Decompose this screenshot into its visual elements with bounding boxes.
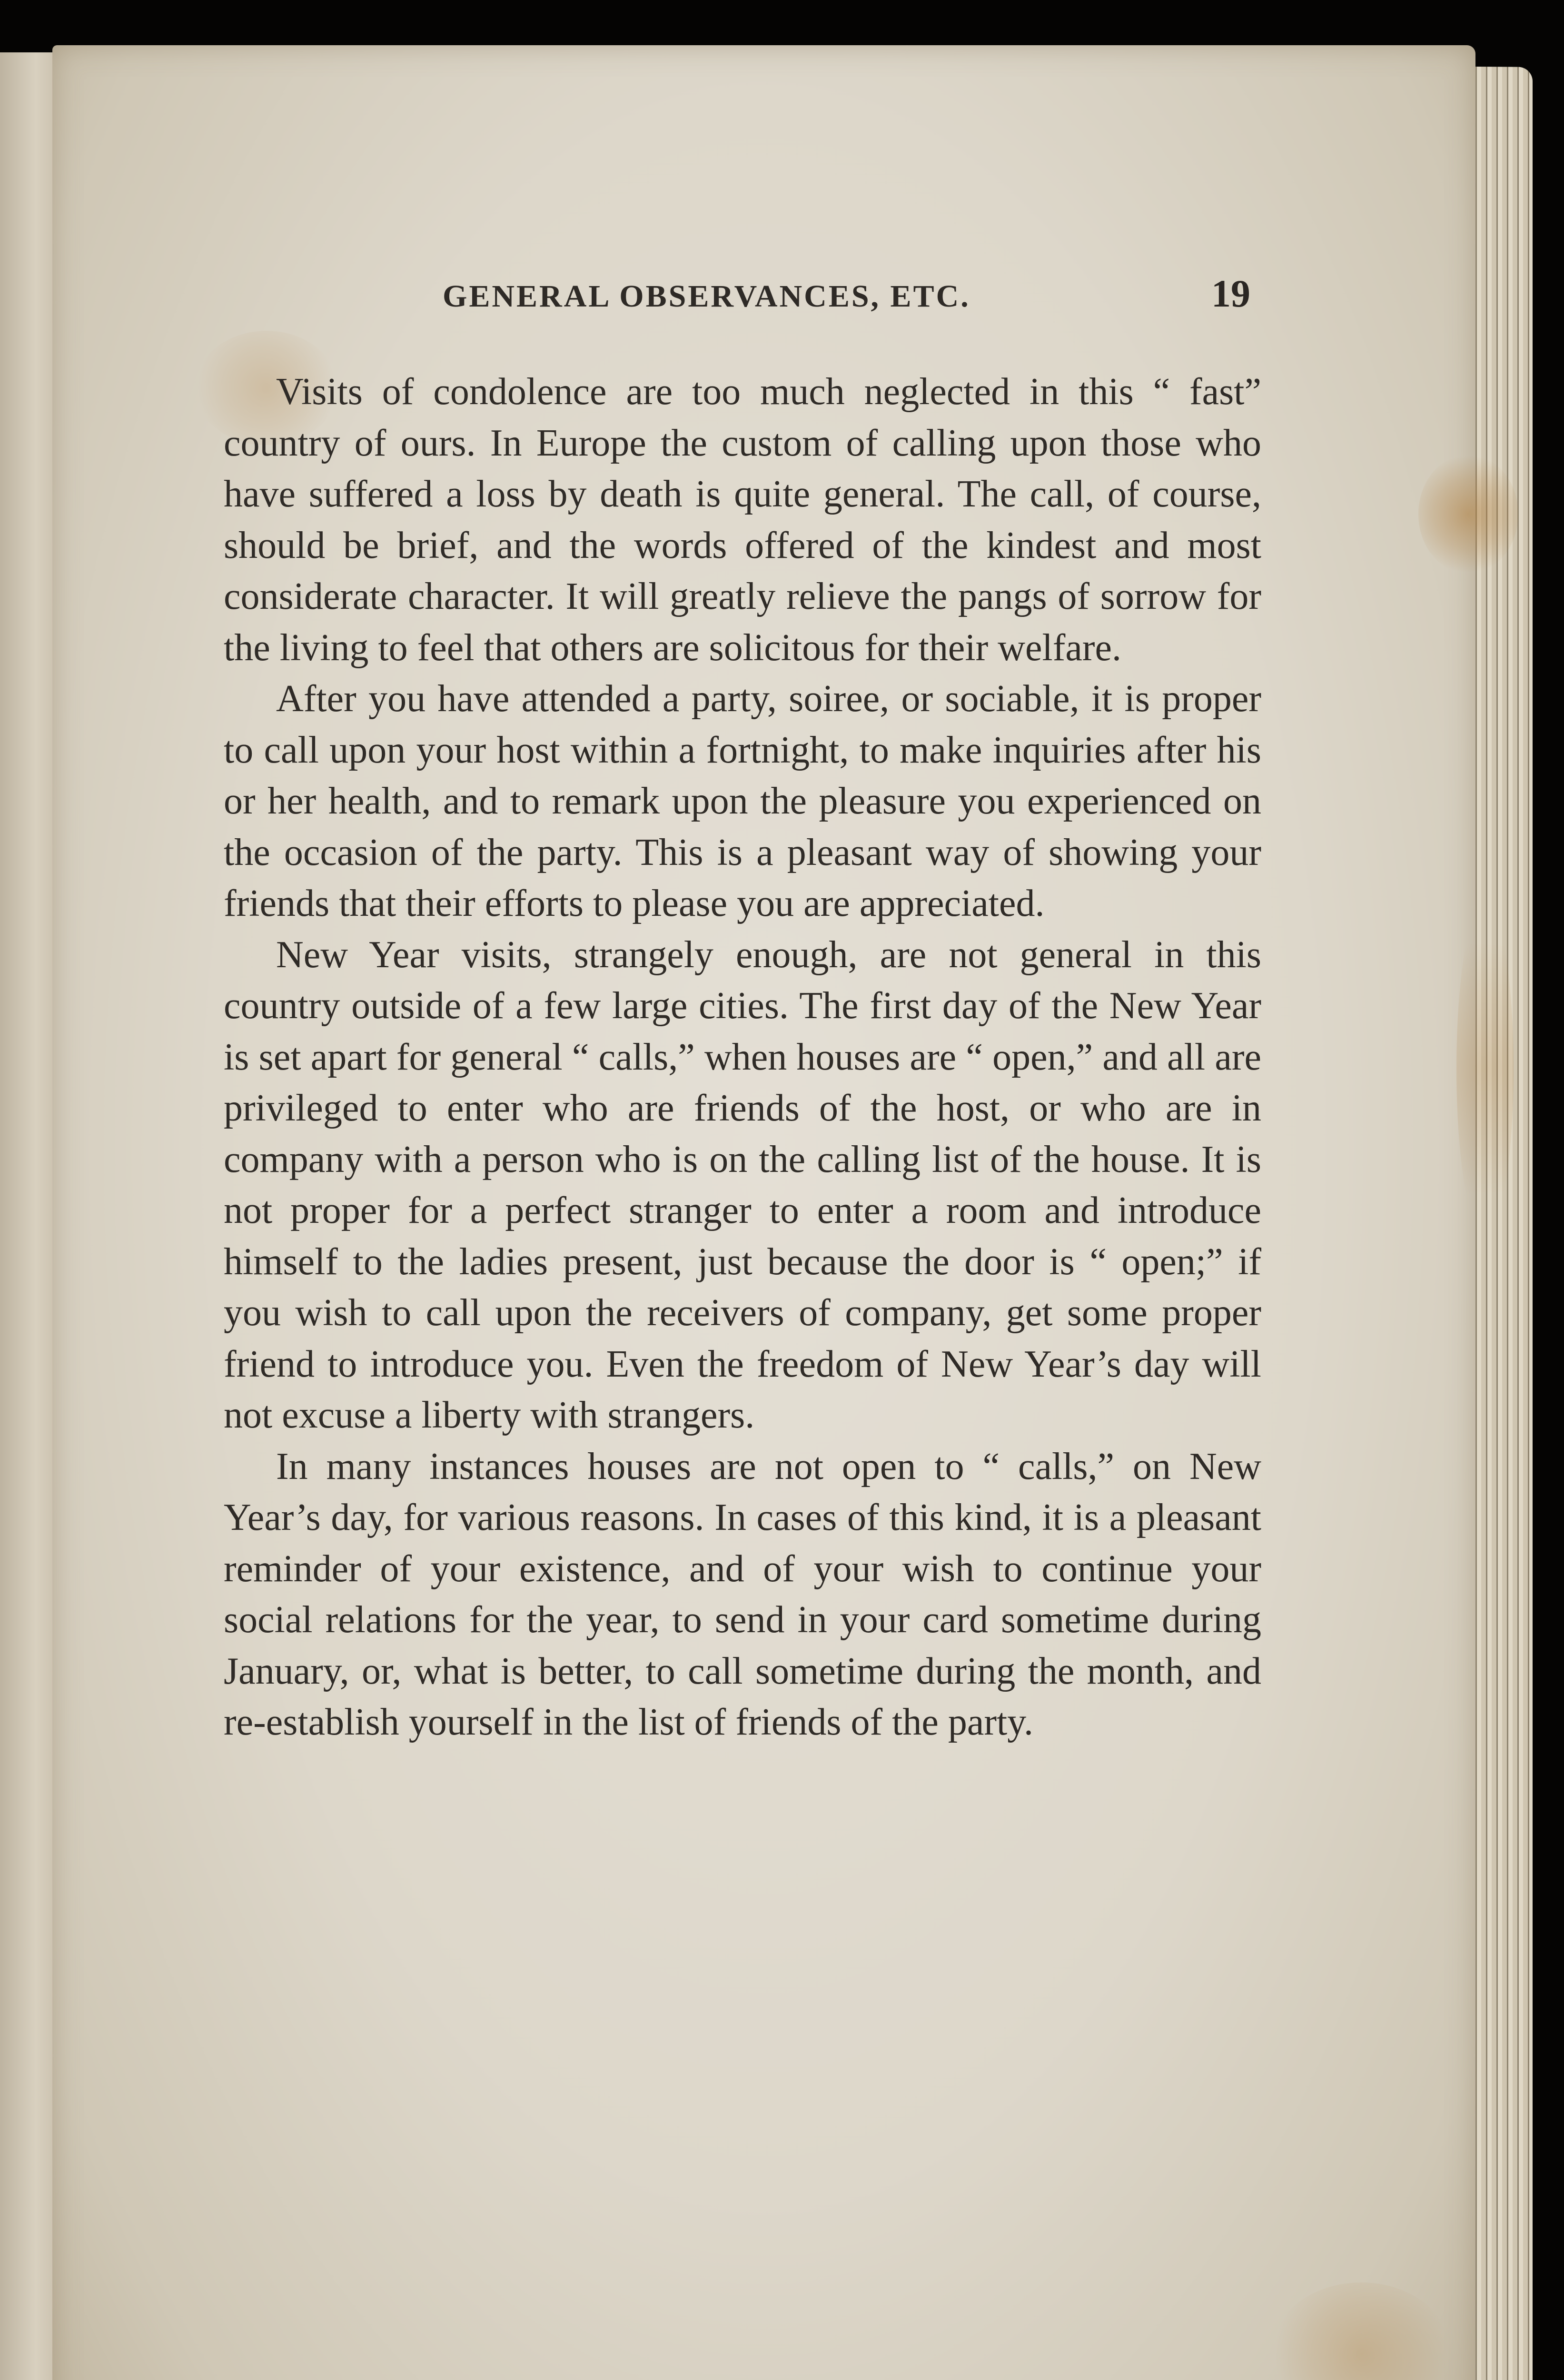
foxing-stain: [1418, 455, 1518, 574]
foxing-stain: [1271, 2282, 1452, 2380]
page-number: 19: [1211, 272, 1250, 315]
paragraph: New Year visits, strangely enough, are not general in this country outside of a few large cities. The first day of the New Year is set apart for general “ calls,” when houses are “ open,” and all are privileged to enter who are friends of the host, or who are in company with a person who is on the calling list of the house. It is not proper for a perfect stranger to enter a room and introduce himself to the ladies present, just because the door is “ open;” if you wish to call upon the receivers of company, get some proper friend to introduce you. Even the freedom of New Year’s day will not excuse a liberty with strangers.: [224, 933, 1261, 1436]
paragraph: After you have attended a party, soiree, or sociable, it is proper to call upon your host within a fortnight, to make inquiries after his or her health, and to remark upon the pleasure you experienced on the occasion of the party. This is a pleasant way of showing your friends that their efforts to please you are appreciated.: [224, 678, 1261, 924]
body-text: [224, 367, 1261, 1748]
paragraph: Visits of condolence are too much neglected in this “ fast” country of ours. In Europe the custom of calling upon those who have suffered a loss by death is quite general. The call, of course, should be brief, and the words offered of the kindest and most considerate character. It will greatly relieve the pangs of sorrow for the living to feel that others are solicitous for their welfare.: [224, 371, 1261, 669]
running-head: GENERAL OBSERVANCES, ETC.: [443, 279, 970, 314]
foxing-stain: [1456, 902, 1514, 1235]
paragraph: In many instances houses are not open to “ calls,” on New Year’s day, for various reasons. In cases of this kind, it is a pleasant reminder of your existence, and of your wish to continue your social relations for the year, to send in your card sometime during January, or, what is better, to call sometime during the month, and re-establish yourself in the list of friends of the party.: [224, 1445, 1261, 1743]
